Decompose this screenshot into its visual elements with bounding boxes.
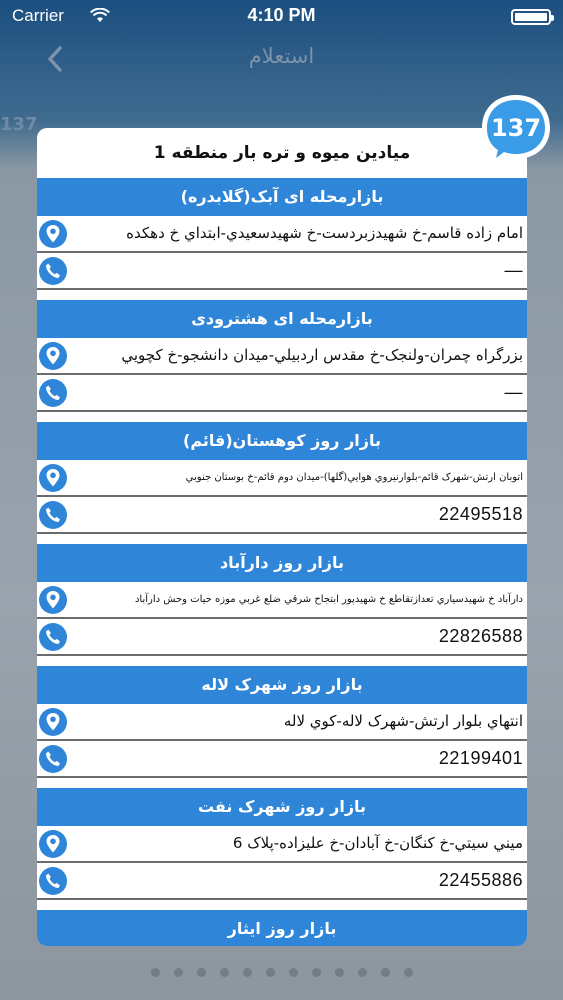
- background-strip-text: 137: [0, 114, 38, 135]
- location-pin-icon[interactable]: [38, 219, 68, 249]
- page-indicator: [0, 962, 563, 982]
- section-header: بازار روز شهرک نفت: [37, 788, 527, 826]
- address-row[interactable]: [37, 582, 527, 619]
- phone-icon[interactable]: [38, 500, 68, 530]
- address-row[interactable]: [37, 704, 527, 741]
- clock: 4:10 PM: [247, 5, 316, 25]
- phone-row[interactable]: [37, 497, 527, 534]
- address-text: اتوبان ارتش-شهرک قائم-بلوارنيروي هوايي(گلها)-ميدان دوم قائم-خ بوستان جنوبي: [185, 472, 523, 483]
- phone-icon[interactable]: [38, 256, 68, 286]
- phone-row[interactable]: [37, 253, 527, 290]
- location-pin-icon[interactable]: [38, 707, 68, 737]
- phone-icon[interactable]: [38, 378, 68, 408]
- nav-title: استعلام: [248, 44, 315, 68]
- address-text: ميني سيتي-خ كنگان-خ آبادان-خ عليزاده-پلاک 6: [232, 834, 523, 852]
- location-pin-icon[interactable]: [38, 341, 68, 371]
- address-row[interactable]: [37, 338, 527, 375]
- phone-icon[interactable]: [38, 744, 68, 774]
- phone-text: 22826588: [438, 626, 523, 646]
- address-text: امام زاده قاسم-خ شهيدزبردست-خ شهيدسعيدي-ابتداي خ دهكده: [126, 224, 523, 242]
- phone-text: 22455886: [438, 870, 523, 890]
- phone-row[interactable]: [37, 619, 527, 656]
- badge-text: 137: [490, 114, 542, 142]
- section-header: بازار روز ایثار: [37, 910, 527, 946]
- location-pin-icon[interactable]: [38, 829, 68, 859]
- section-header: بازار روز دارآباد: [37, 544, 527, 582]
- battery-icon: [511, 9, 551, 25]
- section-header: بازار روز شهرک لاله: [37, 666, 527, 704]
- location-pin-icon[interactable]: [38, 585, 68, 615]
- address-row[interactable]: [37, 460, 527, 497]
- phone-row[interactable]: [37, 741, 527, 778]
- phone-text: 22495518: [438, 504, 523, 524]
- address-text: دارآباد خ شهيدسياري تعدازتقاطع خ شهيدپور ابتجاح شرقي ضلع غربي موزه حيات وحش دارآباد: [134, 594, 523, 605]
- address-row[interactable]: [37, 826, 527, 863]
- section-header: بازارمحله ای هشترودی: [37, 300, 527, 338]
- status-bar: [0, 0, 563, 34]
- logo-badge: [478, 91, 554, 167]
- phone-text: —: [504, 260, 523, 280]
- location-pin-icon[interactable]: [38, 463, 68, 493]
- address-row[interactable]: [37, 216, 527, 253]
- market-list-dialog: [37, 128, 527, 946]
- phone-row[interactable]: [37, 863, 527, 900]
- address-text: بزرگراه چمران-ولنجک-خ مقدس اردبيلي-ميدان دانشجو-خ كچويي: [121, 346, 523, 364]
- phone-text: —: [504, 382, 523, 402]
- section-header: بازار روز کوهستان(قائم): [37, 422, 527, 460]
- phone-icon[interactable]: [38, 866, 68, 896]
- phone-text: 22199401: [438, 748, 523, 768]
- phone-row[interactable]: [37, 375, 527, 412]
- address-text: انتهاي بلوار ارتش-شهرک لاله-كوي لاله: [283, 712, 523, 730]
- dialog-title: میادین میوه و تره بار منطقه 1: [153, 143, 411, 163]
- carrier-label: Carrier: [12, 6, 64, 25]
- phone-icon[interactable]: [38, 622, 68, 652]
- navigation-bar: [0, 34, 563, 86]
- section-header: بازارمحله ای آبک(گلابدره): [37, 178, 527, 216]
